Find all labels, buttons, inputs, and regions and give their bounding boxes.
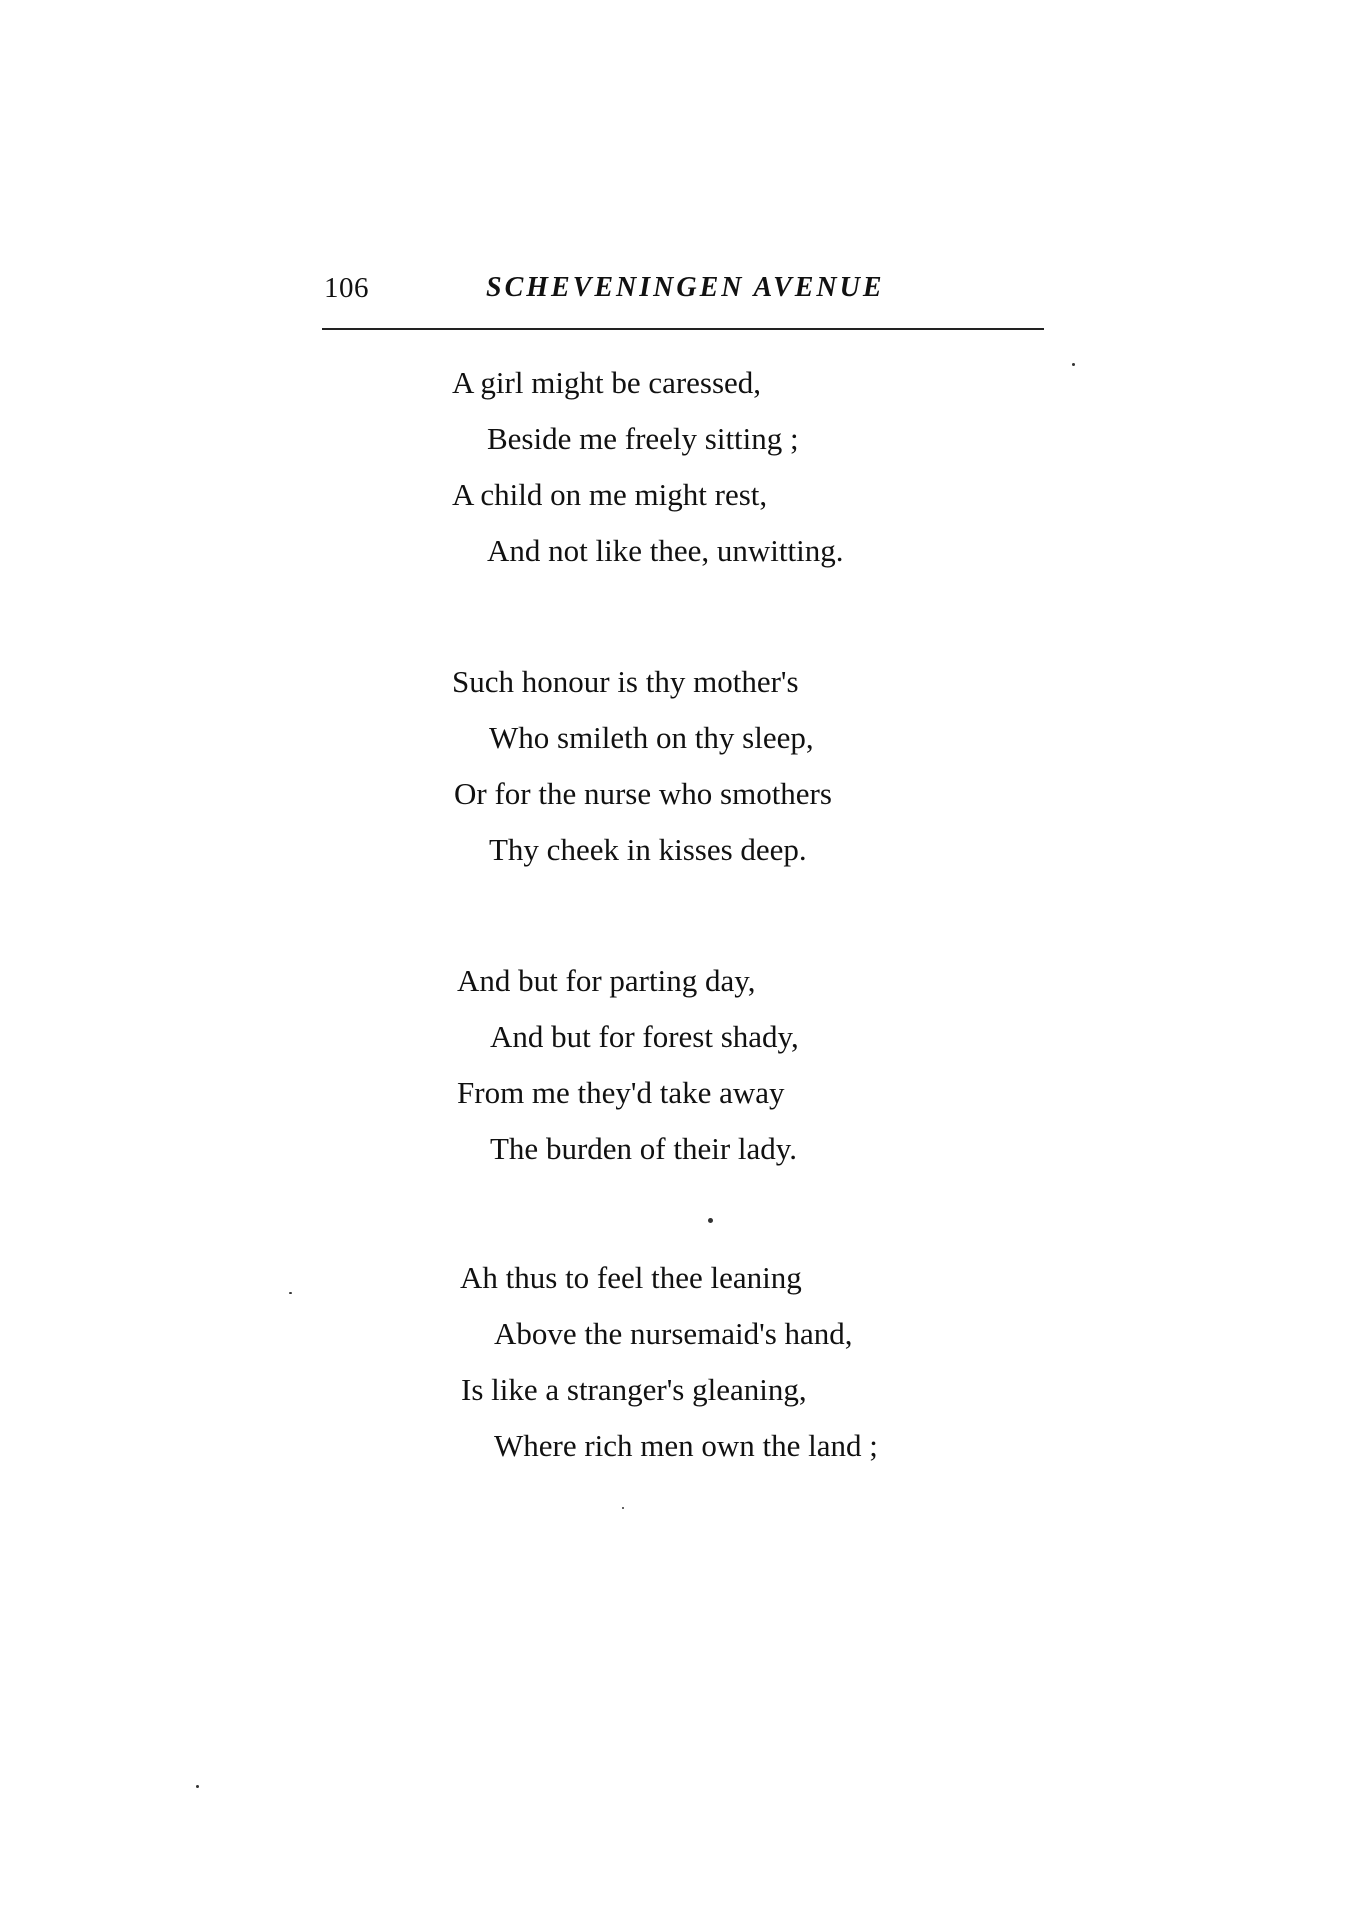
stanza-2-line-3: Or for the nurse who smothers — [454, 776, 832, 811]
running-title: SCHEVENINGEN AVENUE — [486, 272, 885, 303]
stanza-1-line-4: And not like thee, unwitting. — [487, 533, 844, 568]
stanza-3-line-1: And but for parting day, — [457, 963, 756, 998]
stanza-4-line-2: Above the nursemaid's hand, — [494, 1316, 853, 1351]
stanza-2-line-2: Who smileth on thy sleep, — [489, 720, 814, 755]
stanza-2-line-4: Thy cheek in kisses deep. — [489, 832, 807, 867]
scan-speck — [708, 1218, 713, 1223]
stanza-4-line-4: Where rich men own the land ; — [494, 1428, 878, 1463]
header-rule — [322, 328, 1044, 330]
page-number: 106 — [324, 272, 369, 304]
scan-speck — [622, 1507, 624, 1509]
stanza-3-line-4: The burden of their lady. — [490, 1131, 798, 1166]
scan-speck — [196, 1785, 199, 1788]
stanza-1-line-3: A child on me might rest, — [452, 477, 768, 512]
stanza-1-line-2: Beside me freely sitting ; — [487, 421, 799, 456]
scan-speck — [289, 1292, 292, 1294]
stanza-2-line-1: Such honour is thy mother's — [452, 664, 799, 699]
stanza-1-line-1: A girl might be caressed, — [452, 365, 762, 400]
scan-speck — [1072, 363, 1075, 366]
stanza-3-line-3: From me they'd take away — [457, 1075, 785, 1110]
stanza-4-line-3: Is like a stranger's gleaning, — [461, 1372, 807, 1407]
stanza-3-line-2: And but for forest shady, — [490, 1019, 799, 1054]
stanza-4-line-1: Ah thus to feel thee leaning — [460, 1260, 802, 1295]
